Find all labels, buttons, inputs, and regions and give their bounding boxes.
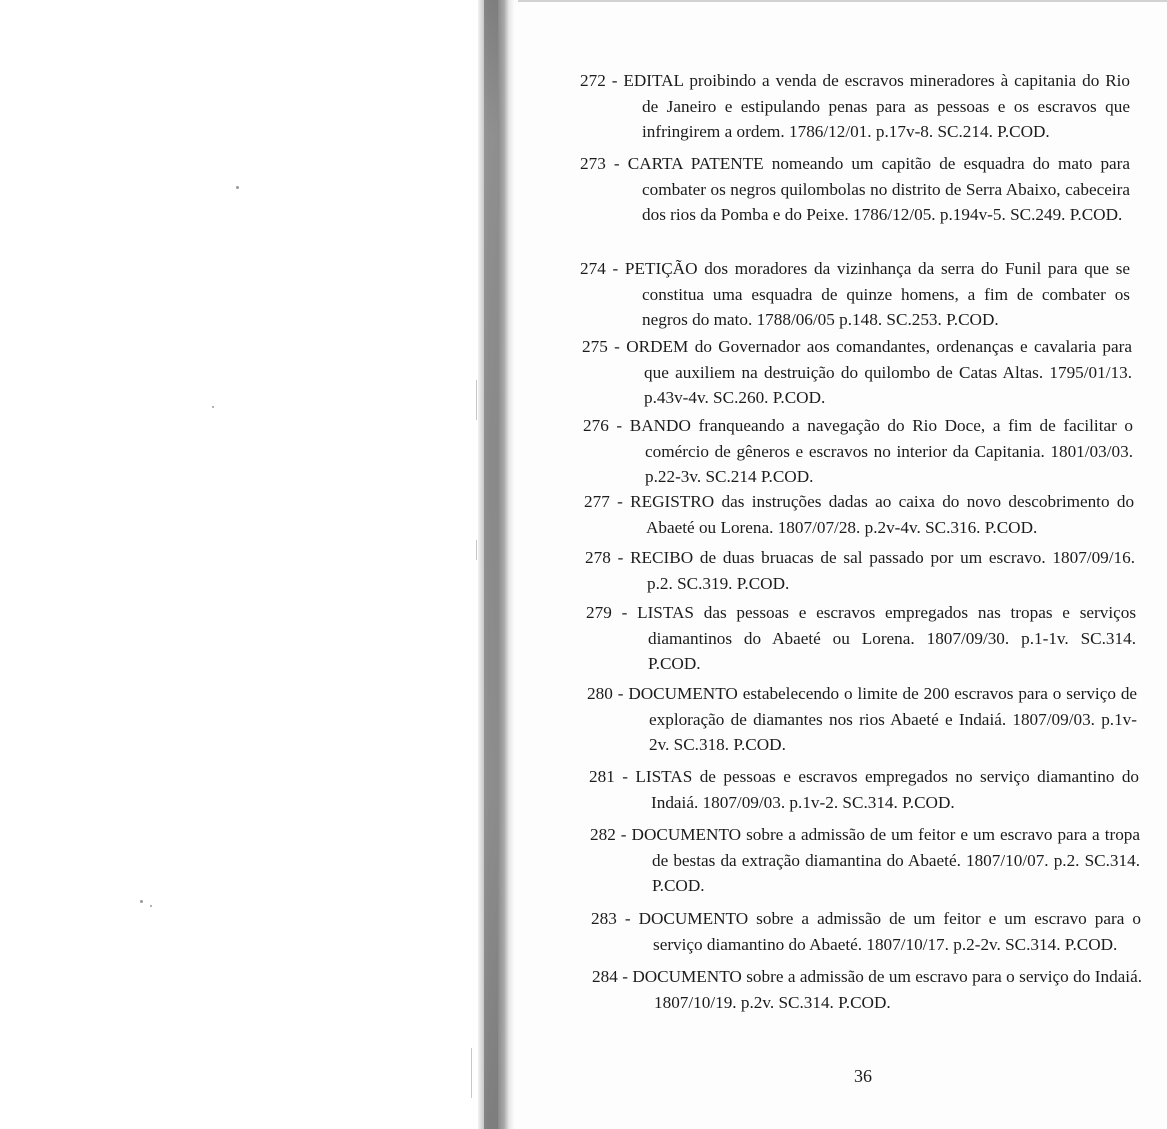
entry-heading: DOCUMENTO [632, 967, 742, 986]
entry-text: sobre a admissão de um feitor e um escravo para o serviço diamantino do Abaeté. 1807/10/17. p.2-2v. SC.314. P.COD. [653, 909, 1142, 954]
scan-artifact [476, 380, 477, 420]
entry-number: 284 [592, 967, 618, 986]
scan-speck [150, 905, 152, 907]
entry-number: 281 [589, 767, 615, 786]
catalog-entry [584, 489, 1134, 540]
entry-text: proibindo a venda de escravos mineradores à capitania do Rio de Janeiro e estipulando penas para as pessoas e os escravos que infringirem a ordem. 1786/12/01. p.17v-8. SC.214. P.COD. [642, 71, 1131, 141]
entry-number: 280 [587, 684, 613, 703]
entry-text: franqueando a navegação do Rio Doce, a fim de facilitar o comércio de gêneros e escravos no interior da Capitania. 1801/03/03. p.22-3v. SC.214 P.COD. [645, 416, 1134, 486]
catalog-entry [580, 151, 1130, 228]
entry-separator: - [612, 259, 619, 278]
entry-separator: - [624, 909, 631, 928]
entry-text: dos moradores da vizinhança da serra do Funil para que se constitua uma esquadra de quinze homens, a fim de combater os negros do mato. 1788/06/05 p.148. SC.253. P.COD. [642, 259, 1131, 329]
entry-text: sobre a admissão de um feitor e um escravo para a tropa de bestas da extração diamantina do Abaeté. 1807/10/07. p.2. SC.314. P.COD. [652, 825, 1141, 895]
catalog-entry [589, 764, 1139, 815]
entry-text: das pessoas e escravos empregados nas tropas e serviços diamantinos do Abaeté ou Lorena. 1807/09/30. p.1-1v. SC.314. P.COD. [648, 603, 1137, 673]
entry-heading: BANDO [629, 416, 691, 435]
entry-number: 278 [585, 548, 611, 567]
catalog-entry [590, 822, 1140, 899]
left-blank-page [0, 0, 478, 1129]
entry-separator: - [621, 603, 628, 622]
catalog-entry [587, 681, 1137, 758]
entry-separator: - [614, 337, 620, 356]
catalog-entry [585, 545, 1135, 596]
entry-number: 279 [586, 603, 612, 622]
entry-heading: DOCUMENTO [638, 909, 749, 928]
entry-number: 276 [583, 416, 609, 435]
scan-speck [236, 186, 239, 189]
entry-separator: - [616, 416, 623, 435]
catalog-entry [582, 334, 1132, 411]
scan-speck [212, 406, 214, 408]
entry-heading: CARTA PATENTE [627, 154, 764, 173]
scan-speck [140, 900, 143, 903]
entry-heading: DOCUMENTO [631, 825, 742, 844]
entry-text: de duas bruacas de sal passado por um escravo. 1807/09/16. p.2. SC.319. P.COD. [647, 548, 1136, 593]
entry-heading: PETIÇÃO [624, 259, 698, 278]
entry-number: 282 [590, 825, 616, 844]
entry-number: 273 [580, 154, 606, 173]
page-number: 36 [854, 1066, 872, 1086]
entry-number: 283 [591, 909, 617, 928]
entry-separator: - [622, 967, 628, 986]
entry-heading: REGISTRO [630, 492, 715, 511]
catalog-entry [583, 413, 1133, 490]
entry-separator: - [611, 71, 618, 90]
entry-number: 275 [582, 337, 608, 356]
entry-number: 272 [580, 71, 606, 90]
entry-heading: LISTAS [635, 767, 693, 786]
scan-artifact [476, 540, 477, 560]
entry-heading: DOCUMENTO [628, 684, 738, 703]
scan-artifact [471, 1048, 472, 1098]
entry-number: 277 [584, 492, 610, 511]
entry-text: estabelecendo o limite de 200 escravos para o serviço de exploração de diamantes nos rios Abaeté e Indaiá. 1807/09/03. p.1v-2v. SC.318. P.COD. [649, 684, 1138, 754]
entry-separator: - [620, 825, 627, 844]
catalog-entry [580, 256, 1130, 333]
entry-heading: LISTAS [637, 603, 694, 622]
entry-separator: - [617, 548, 624, 567]
entry-text: das instruções dadas ao caixa do novo descobrimento do Abaeté ou Lorena. 1807/07/28. p.2v-4v. SC.316. P.COD. [646, 492, 1135, 537]
entry-heading: ORDEM [626, 337, 689, 356]
entry-heading: EDITAL [623, 71, 684, 90]
entry-separator: - [622, 767, 628, 786]
entry-number: 274 [580, 259, 606, 278]
entry-text: do Governador aos comandantes, ordenanças e cavalaria para que auxiliem na destruição do quilombo de Catas Altas. 1795/01/13. p.43v-4v. SC.260. P.COD. [644, 337, 1133, 407]
entry-separator: - [613, 154, 620, 173]
entry-text: sobre a admissão de um escravo para o serviço do Indaiá. 1807/10/19. p.2v. SC.314. P.COD. [654, 967, 1142, 1012]
gutter-shadow [484, 0, 498, 1129]
catalog-entry [586, 600, 1136, 677]
entry-text: de pessoas e escravos empregados no serviço diamantino do Indaiá. 1807/09/03. p.1v-2. SC.314. P.COD. [651, 767, 1140, 812]
catalog-entry [580, 68, 1130, 145]
entry-text: nomeando um capitão de esquadra do mato para combater os negros quilombolas no distrito de Serra Abaixo, cabeceira dos rios da Pomba e do Peixe. 1786/12/05. p.194v-5. SC.249. P.COD. [642, 154, 1131, 224]
entry-separator: - [617, 684, 624, 703]
entry-heading: RECIBO [630, 548, 694, 567]
entry-separator: - [617, 492, 623, 511]
catalog-entry [592, 964, 1142, 1015]
catalog-entry [591, 906, 1141, 957]
